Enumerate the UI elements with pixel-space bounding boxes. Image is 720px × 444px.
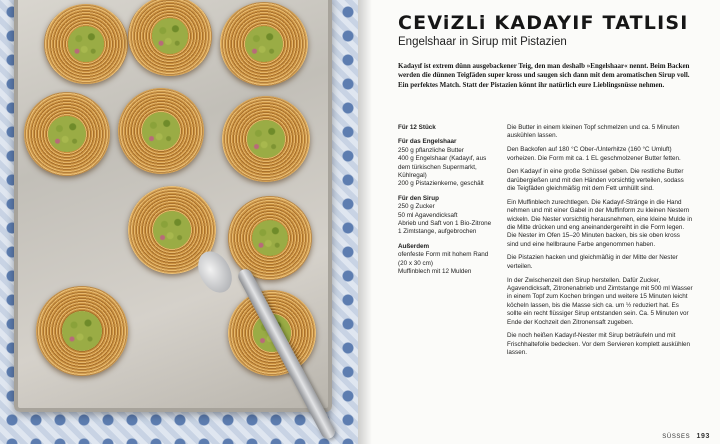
kadayif-nest — [222, 96, 310, 182]
recipe-intro: Kadayıf ist extrem dünn ausgebackener Teig, den man deshalb »Engelshaar« nennt. Beim Backen werden die dünnen Teigfäden super kross und saugen sich dann mit dem aromatischen Sirup voll. Ein perfektes Match. Statt der Pistazien könnt ihr natürlich eure Lieblingsnüsse nehmen. — [398, 62, 690, 89]
recipe-step: Den Kadayıf in eine große Schüssel geben. Die restliche Butter darübergießen und mit den Händen vorsichtig verteilen, sodass die Teigfäden gleichmäßig mit dem Fett umhüllt sind. — [507, 168, 684, 193]
ingredient-item: 400 g Engelshaar (Kadayıf, aus dem türkischen Supermarkt, Kühlregal) — [398, 155, 487, 180]
recipe-subtitle: Engelshaar in Sirup mit Pistazien — [398, 36, 567, 48]
ingredient-item: Muffinblech mit 12 Mulden — [398, 268, 472, 276]
ingredient-item: 250 g Zucker — [398, 203, 435, 211]
serves-label: Für 12 Stück — [398, 124, 436, 131]
ingredient-item: Abrieb und Saft von 1 Bio-Zitrone — [398, 220, 492, 228]
recipe-step: Den Backofen auf 180 °C Ober-/Unterhitze (160 °C Umluft) vorheizen. Die Form mit ca. 1 EL geschmolzener Butter fetten. — [507, 146, 681, 162]
ingredient-item: 200 g Pistazienkerne, geschält — [398, 180, 484, 188]
ingredients-column — [398, 124, 496, 277]
ingredient-heading: Außerdem — [398, 242, 430, 250]
ingredient-item: ofenfeste Form mit hohem Rand (20 x 30 cm) — [398, 251, 489, 267]
kadayif-nest — [228, 196, 312, 280]
ingredient-item: 50 ml Agavendicksaft — [398, 211, 458, 219]
kadayif-nest — [36, 286, 128, 376]
ingredient-item: 250 g pflanzliche Butter — [398, 146, 464, 154]
page-number: 193 — [696, 433, 710, 440]
kadayif-nest — [24, 92, 110, 176]
recipe-step: Die noch heißen Kadayıf-Nester mit Sirup beträufeln und mit Frischhaltefolie bedecken. Vor dem Servieren komplett auskühlen lassen. — [507, 332, 691, 357]
recipe-title: CEViZLi KADAYIF TATLISI — [398, 12, 689, 34]
recipe-step: Die Butter in einem kleinen Topf schmelzen und ca. 5 Minuten auskühlen lassen. — [507, 124, 680, 140]
recipe-step: In der Zwischenzeit den Sirup herstellen. Dafür Zucker, Agavendicksaft, Zitronenabrieb und Zimtstange mit 500 ml Wasser in einem Topf zum Kochen bringen und weitere 15 Minuten leicht köcheln lassen, bis die Masse sich ca. um ½ reduziert hat. Es sollte ein recht flüssiger Sirup entstanden sein. Ca. 5 Minuten vor Ende der Kochzeit den Zitronensaft zugeben. — [507, 276, 693, 326]
ingredient-item: 1 Zimtstange, aufgebrochen — [398, 228, 477, 236]
page-footer — [662, 433, 710, 440]
kadayif-nest — [118, 88, 204, 174]
recipe-page — [372, 0, 720, 444]
steps-column — [507, 124, 693, 363]
kadayif-nest — [220, 2, 308, 86]
ingredient-heading: Für den Sirup — [398, 194, 439, 202]
ingredient-heading: Für das Engelshaar — [398, 138, 457, 146]
book-gutter — [358, 0, 372, 444]
recipe-step: Ein Muffinblech zurechtlegen. Die Kadayıf-Stränge in die Hand nehmen und mit einer Gabel in der Muffinform zu kleinen Nestern wickeln. Die Nester vorsichtig herausnehmen, eine kleine Mulde in die Mitte drücken und eng aneinandergereiht in die Form legen. Die Nester im Ofen 15–20 Minuten backen, bis sie oben kross sind und eine hellbraune Farbe angenommen haben. — [507, 198, 693, 248]
recipe-step: Die Pistazien hacken und gleichmäßig in der Mitte der Nester verteilen. — [507, 254, 678, 270]
kadayif-nest — [44, 4, 128, 84]
recipe-photo — [0, 0, 358, 444]
section-name: SÜSSES — [662, 434, 691, 440]
